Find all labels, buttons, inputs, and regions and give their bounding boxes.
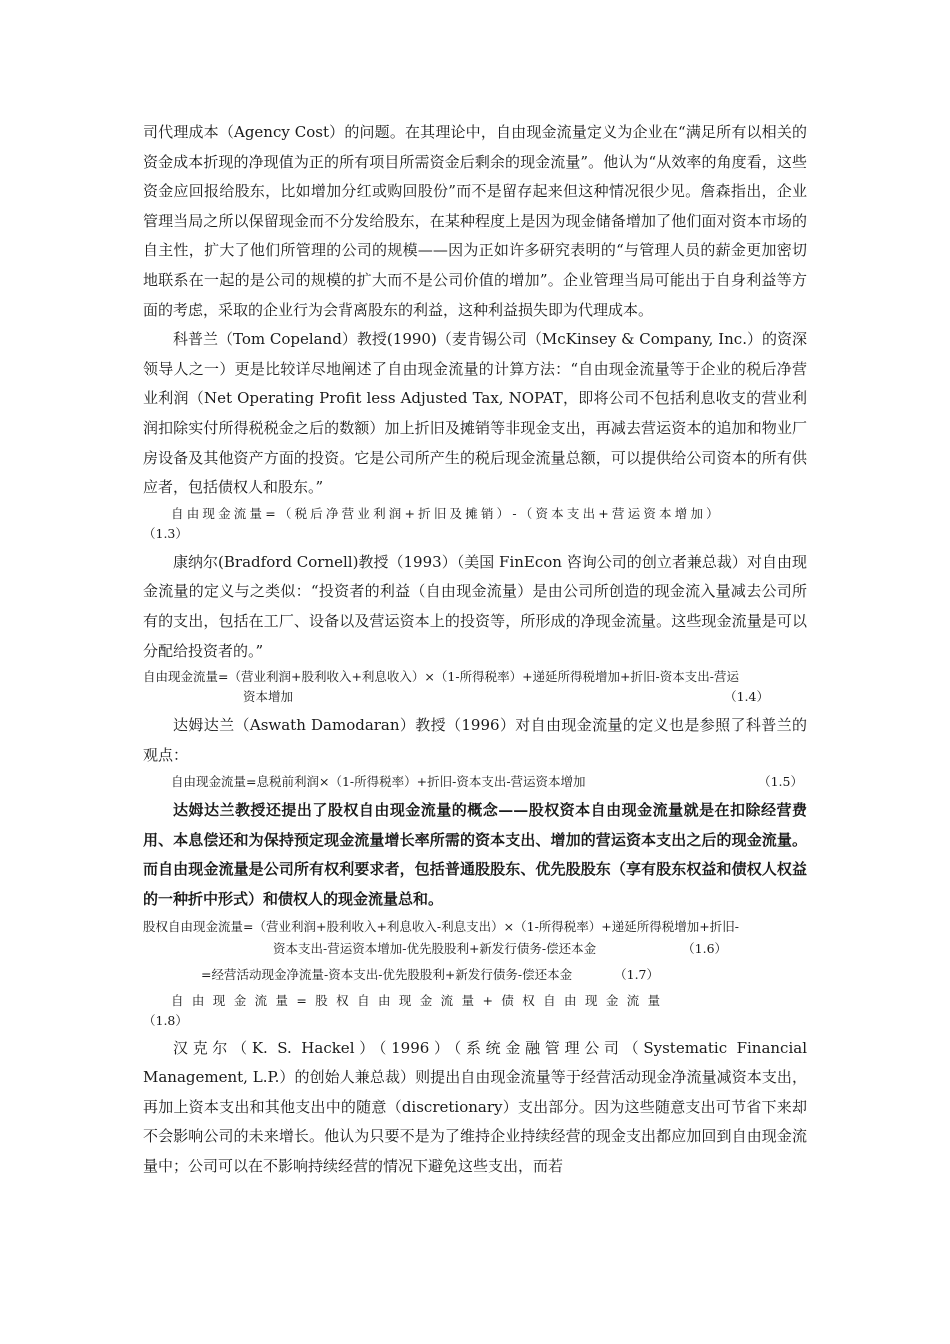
paragraph-copeland: 科普兰（Tom Copeland）教授(1990)（麦肯锡公司（McKinsey & Company, Inc.）的资深领导人之一）更是比较详尽地阐述了自由现金流量的计算方法：“自由现金流量等于企业的税后净营业利润（Net Operating Profit less Adjusted Tax, NOPAT，即将公司不包括利息收支的营业利润扣除实付所得税税金之后的数额）加上折旧及摊销等非现金支出，再减去营运资本的追加和物业厂房设备及其他资产方面的投资。它是公司所产生的税后现金流量总额，可以提供给公司资本的所有供应者，包括债权人和股东。” [143,330,807,497]
formula-1-8: 自由现金流量=股权自由现金流量+债权自由现金流量 [171,992,669,1008]
paragraph-cornell: 康纳尔(Bradford Cornell)教授（1993）（美国 FinEcon 咨询公司的创立者兼总裁）对自由现金流量的定义与之类似：“投资者的利益（自由现金流量）是由公司所创造的现金流入量减去公司所有的支出，包括在工厂、设备以及营运资本上的投资等，所形成的净现金流量。这些现金流量是可以分配给投资者的。” [143,552,807,660]
formula-1-7-number: （1.7） [614,966,660,982]
paragraph-hackel: 汉克尔（K. S. Hackel）（1996）（系统金融管理公司（Systematic Financial Management, L.P.）的创始人兼总裁）则提出自由现金流量等于经营活动现金净流量减资本支出，再加上资本支出和其他支出中的随意（discretionary）支出部分。因为这些随意支出可节省下来却不会影响公司的未来增长。他认为只要不是为了维持企业持续经营的现金支出都应加回到自由现金流量中；公司可以在不影响持续经营的情况下避免这些支出，而若 [143,1038,807,1176]
formula-1-7-text: =经营活动现金净流量-资本支出-优先股股利+新发行债务-偿还本金 [201,966,573,982]
formula-1-4-line1: 自由现金流量=（营业利润+股利收入+利息收入）×（1-所得税率）+递延所得税增加+折旧-资本支出-营运 [143,669,739,685]
formula-1-4-number: （1.4） [724,689,769,705]
paragraph-equity-fcf-bold: 达姆达兰教授还提出了股权自由现金流量的概念——股权资本自由现金流量就是在扣除经营费用、本息偿还和为保持预定现金流量增长率所需的资本支出、增加的营运资本支出之后的现金流量。而自由现金流量是公司所有权利要求者，包括普通股股东、优先股股东（享有股东权益和债权人权益的一种折中形式）和债权人的现金流量总和。 [143,801,807,909]
document-page [143,118,807,1182]
formula-1-8-number: （1.8） [143,1012,188,1028]
formula-1-4-line2 [143,687,807,707]
formula-1-7 [143,965,807,985]
formula-1-6-tail: 资本支出-营运资本增加-优先股股利+新发行债务-偿还本金 [273,940,597,956]
formula-1-3-number: （1.3） [143,525,188,541]
formula-1-3: 自由现金流量=（税后净营业利润+折旧及摊销）-（资本支出+营运资本增加） [171,505,722,521]
formula-1-4-tail: 资本增加 [243,689,294,705]
formula-1-6-number: （1.6） [682,940,728,956]
paragraph-damodaran: 达姆达兰（Aswath Damodaran）教授（1996）对自由现金流量的定义也是参照了科普兰的观点： [143,716,807,764]
paragraph-agency-cost: 司代理成本（Agency Cost）的问题。在其理论中，自由现金流量定义为企业在“满足所有以相关的资金成本折现的净现值为正的所有项目所需资金后剩余的现金流量”。他认为“从效率的角度看，这些资金应回报给股东，比如增加分红或购回股份”而不是留存起来但这种情况很少见。詹森指出，企业管理当局之所以保留现金而不分发给股东，在某种程度上是因为现金储备增加了他们面对资本市场的自主性，扩大了他们所管理的公司的规模——因为正如许多研究表明的“与管理人员的薪金更加密切地联系在一起的是公司的规模的扩大而不是公司价值的增加”。企业管理当局可能出于自身利益等方面的考虑，采取的企业行为会背离股东的利益，这种利益损失即为代理成本。 [143,123,807,319]
formula-1-5-text: 自由现金流量=息税前利润×（1-所得税率）+折旧-资本支出-营运资本增加 [171,774,586,790]
formula-1-5 [143,772,807,792]
formula-1-5-number: （1.5） [758,774,803,790]
formula-1-6-line2 [143,939,807,959]
formula-1-6-line1: 股权自由现金流量=（营业利润+股利收入+利息收入-利息支出）×（1-所得税率）+递延所得税增加+折旧- [143,918,739,934]
